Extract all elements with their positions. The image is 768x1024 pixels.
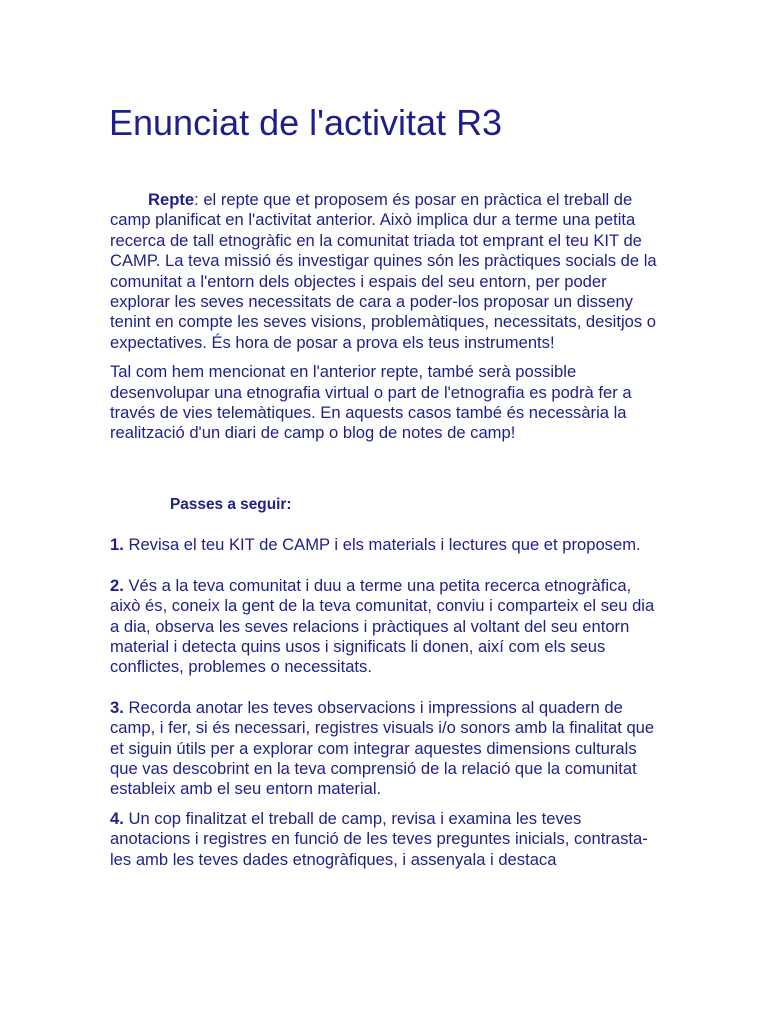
document-body [110, 190, 660, 870]
step-text: Revisa el teu KIT de CAMP i els materials i lectures que et proposem. [123, 535, 641, 555]
step-item [110, 535, 660, 555]
step-number: 3. [110, 697, 124, 717]
step-number: 4. [110, 808, 124, 828]
intro-text: : el repte que et proposem és posar en pràctica el treball de camp planificat en l'activitat anterior. Això implica dur a terme una petita recerca de tall etnogràfic en la comunitat triada tot emprant el teu KIT de CAMP. La teva missió és investigar quines són les pràctiques socials de la comunitat a l'entorn dels objectes i espais del seu entorn, per poder explorar les seves necessitats de cara a poder-los proposar un disseny tenint en compte les seves visions, problemàtiques, necessitats, desitjos o expectatives. És hora de posar a prova els teus instruments! [110, 190, 657, 352]
step-item [110, 809, 660, 870]
step-number: 1. [110, 535, 124, 555]
step-text: Un cop finalitzat el treball de camp, revisa i examina les teves anotacions i registres en funció de les teves preguntes inicials, contrasta-les amb les teves dades etnogràfiques, i assenyala i destaca [110, 808, 648, 869]
document-title: Enunciat de l'activitat R3 [109, 102, 503, 143]
step-number: 2. [110, 575, 124, 595]
step-text: Vés a la teva comunitat i duu a terme una petita recerca etnogràfica, això és, coneix la gent de la teva comunitat, conviu i comparteix el seu dia a dia, observa les seves relacions i pràctiques al voltant del seu entorn material i detecta quins usos i significats li donen, així com els seus conflictes, problemes o necessitats. [110, 575, 655, 677]
steps-heading: Passes a seguir: [170, 495, 292, 513]
virtual-ethnography-paragraph: Tal com hem mencionat en l'anterior repte, també serà possible desenvolupar una etnografia virtual o part de l'etnografia es podrà fer a través de vies telemàtiques. En aquests casos també és necessària la realització d'un diari de camp o blog de notes de camp! [110, 362, 632, 443]
step-text: Recorda anotar les teves observacions i impressions al quadern de camp, i fer, si és necessari, registres visuals i/o sonors amb la finalitat que et siguin útils per a explorar com integrar aquestes dimensions culturals que vas descobrint en la teva comprensió de la relació que la comunitat estableix amb el seu entorn material. [110, 697, 655, 799]
intro-label: Repte [148, 190, 195, 209]
intro-paragraph [110, 190, 660, 353]
step-item [110, 698, 660, 800]
step-item [110, 576, 660, 678]
